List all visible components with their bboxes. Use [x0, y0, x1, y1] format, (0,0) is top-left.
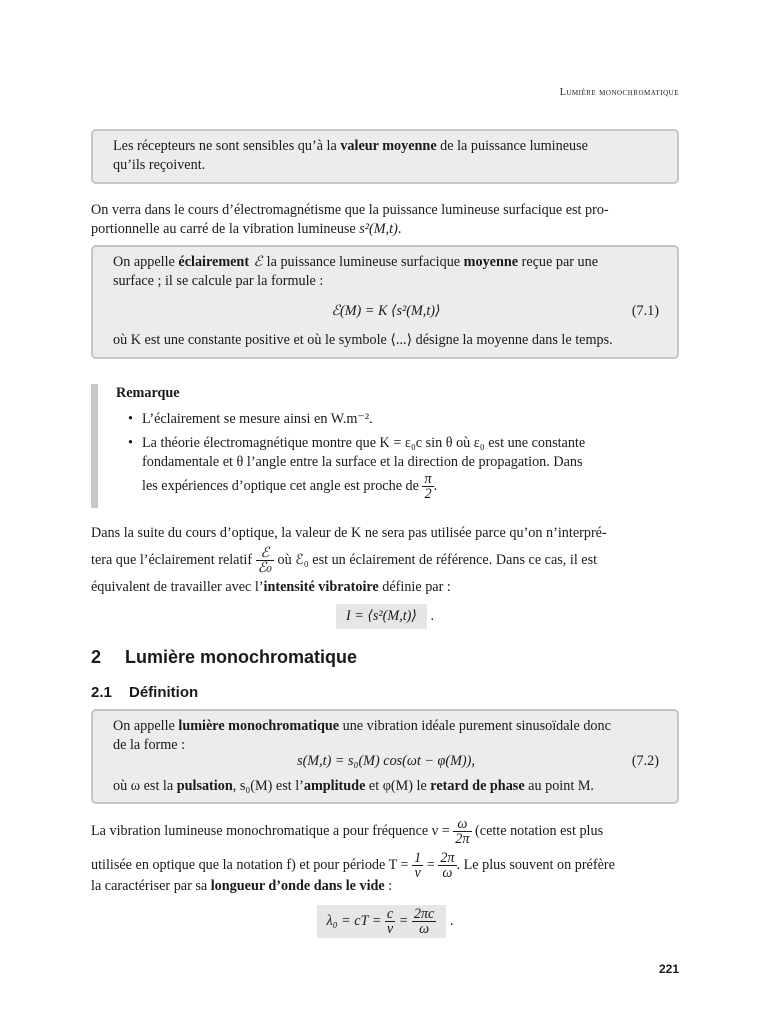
- fraction-relative-eclairement: $\frac{\text{ℰ}}{\text{ℰ₀}}$: [257, 545, 272, 577]
- page-number: 221: [658, 962, 679, 976]
- term-lumiere-monochromatique: lumière monochromatique: [178, 718, 340, 734]
- term-valeur-moyenne: valeur moyenne: [340, 138, 437, 154]
- equation-number: (7.2): [631, 753, 659, 769]
- remark-block: [91, 384, 679, 508]
- term-intensite-vibratoire: intensité vibratoire: [263, 579, 379, 595]
- definition-box-monochromatic: On appelle lumière monochromatique une vibration idéale purement sinusoïdale donc de la forme : s(M,t) = s₀(M) cos(ωt − φ(M)), (7.2) où ω est la pulsation, s₀(M) est l’amplitude et φ(M) le retard de phase au point M.: [91, 709, 679, 804]
- paragraph-power: On verra dans le cours d’électromagnétisme que la puissance lumineuse surfacique est pro- portionnelle au carré de la vibration lumineuse s²(M,t).: [91, 202, 609, 237]
- subsection-heading: 2.1 Définition: [91, 684, 199, 701]
- paragraph-wavelength: la caractériser par sa longueur d’onde dans le vide :: [91, 878, 393, 894]
- term-pulsation: pulsation: [176, 778, 233, 794]
- equation-7-1: ℰ(M) = K ⟨s²(M,t)⟩ (7.1): [113, 297, 659, 325]
- paragraph-relative-eclairement: Dans la suite du cours d’optique, la valeur de K ne sera pas utilisée parce qu’on n’interpré- tera que l’éclairement relatif $\frac{\text{ℰ}}{\text{ℰ₀}}$ où ℰ₀ est un éclairement de référence. Dans ce cas, il est équivalent de travailler avec l’intensité vibratoire définie par :: [91, 525, 607, 595]
- equation-wavelength: λ₀ = cT = $\frac{c}{\nu}$ = $\frac{2\pi c}{\omega}$ .: [91, 905, 679, 938]
- equation-7-2: s(M,t) = s₀(M) cos(ωt − φ(M)), (7.2): [113, 749, 659, 773]
- term-longueur-onde: longueur d’onde dans le vide: [210, 878, 385, 894]
- term-amplitude: amplitude: [303, 778, 366, 794]
- section-heading: 2 Lumière monochromatique: [91, 647, 358, 667]
- equation-intensity: I = ⟨s²(M,t)⟩ .: [91, 604, 679, 629]
- fraction-2pic-over-omega: $\frac{2\pi c}{\omega}$: [413, 906, 435, 937]
- remark-bullet-2: • La théorie électromagnétique montre que K = ε₀c sin θ où ε₀ est une constante fondamentale et θ l’angle entre la surface et la direction de propagation. Dans les expériences d’optique cet angle est proche de $\frac{\pi}{2}$ .: [128, 435, 586, 502]
- document-page: [91, 0, 679, 1024]
- remark-bullet-1: • L’éclairement se mesure ainsi en W.m⁻².: [128, 411, 373, 427]
- bullet-icon: •: [128, 411, 133, 427]
- term-moyenne: moyenne: [463, 254, 519, 270]
- term-retard-de-phase: retard de phase: [430, 778, 525, 794]
- running-head: Lumière monochromatique: [559, 87, 679, 98]
- note-box-receivers: Les récepteurs ne sont sensibles qu’à la valeur moyenne de la puissance lumineuse qu’ils reçoivent.: [91, 129, 679, 184]
- fraction-pi-over-2: $\frac{\pi}{2}$: [424, 471, 432, 502]
- definition-box-eclairement: On appelle éclairement ℰ la puissance lumineuse surfacique moyenne reçue par une surface ; il se calcule par la formule : ℰ(M) = K ⟨s²(M,t)⟩ (7.1) où K est une constante positive et où le symbole ⟨...⟩ désigne la moyenne dans le temps.: [91, 245, 679, 359]
- bullet-icon: •: [128, 435, 133, 451]
- fraction-2pi-over-omega: $\frac{2\pi}{\omega}$: [440, 850, 455, 882]
- remark-title: Remarque: [116, 385, 180, 401]
- fraction-c-over-nu: $\frac{c}{\nu}$: [386, 906, 394, 937]
- equation-number: (7.1): [631, 303, 659, 319]
- fraction-1-over-nu: $\frac{1}{\nu}$: [414, 850, 422, 882]
- term-eclairement: éclairement: [178, 254, 250, 270]
- paragraph-frequency: La vibration lumineuse monochromatique a pour fréquence ν = $\frac{\omega}{2\pi}$ (cette notation est plus utilisée en optique que la notation f) et pour période T = $\frac{1}{\nu}$ = $\frac{2\pi}{\omega}$ . Le plus souvent on préfère: [91, 816, 615, 882]
- fraction-omega-over-2pi: $\frac{\omega}{2\pi}$: [455, 816, 470, 848]
